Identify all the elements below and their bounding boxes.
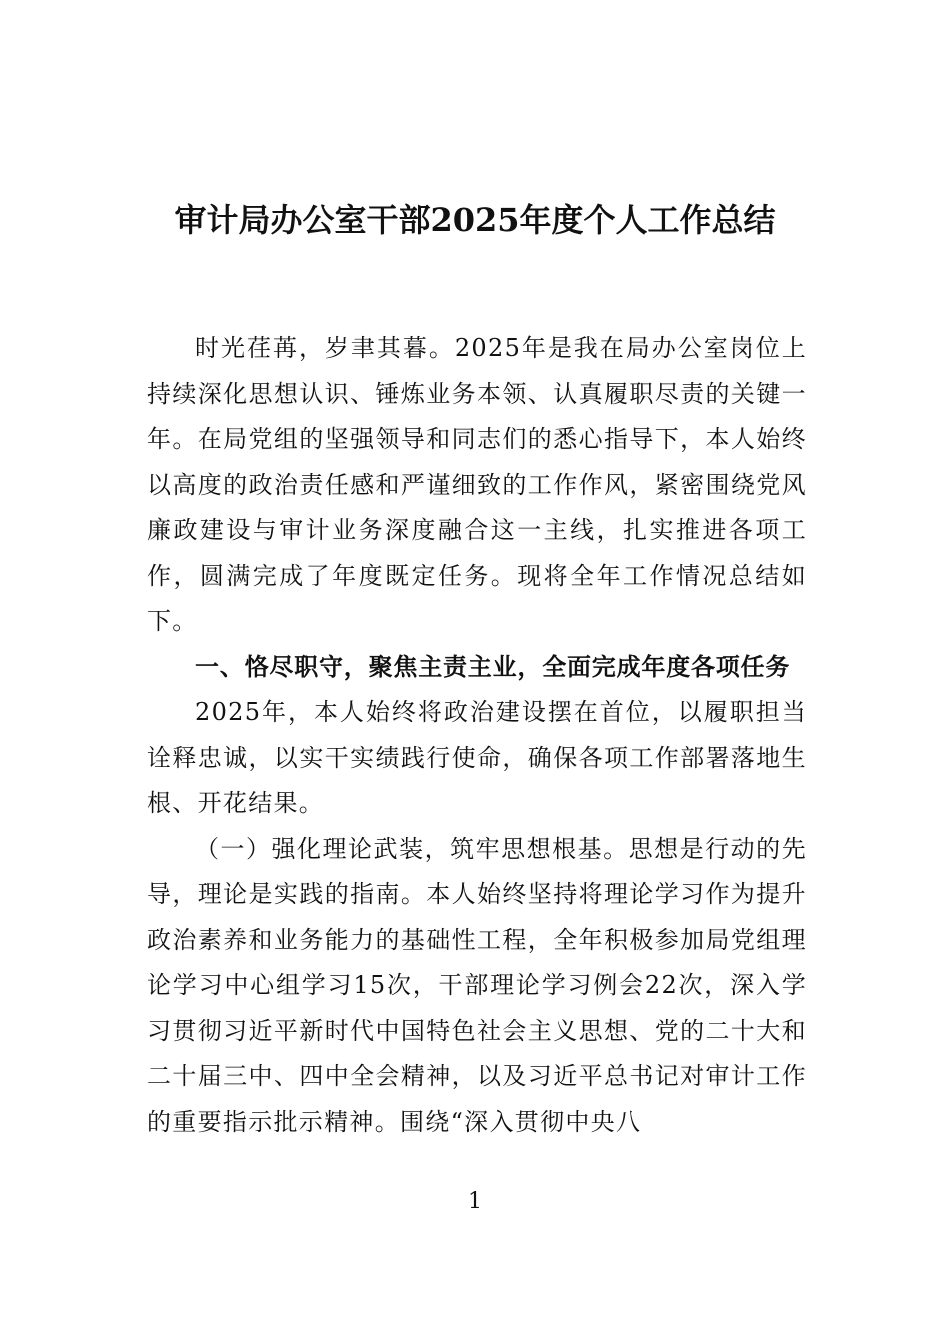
document-title: 审计局办公室干部2025年度个人工作总结 xyxy=(174,201,776,239)
section-heading: 一、恪尽职守，聚焦主责主业，全面完成年度各项任务 xyxy=(195,652,791,681)
intro-paragraph: 时光荏苒，岁聿其暮。2025年是我在局办公室岗位上持续深化思想认识、锤炼业务本领、认真履职尽责的关键一年。在局党组的坚强领导和同志们的悉心指导下，本人始终以高度的政治责任感和严谨细致的工作作风，紧密围绕党风廉政建设与审计业务深度融合这一主线，扎实推进各项工作，圆满完成了年度既定任务。现将全年工作情况总结如下。 xyxy=(147,334,807,635)
document-body xyxy=(147,326,807,1145)
subsection-paragraph: （一）强化理论武装，筑牢思想根基。思想是行动的先导，理论是实践的指南。本人始终坚持将理论学习作为提升政治素养和业务能力的基础性工程，全年积极参加局党组理论学习中心组学习15次，干部理论学习例会22次，深入学习贯彻习近平新时代中国特色社会主义思想、党的二十大和二十届三中、四中全会精神，以及习近平总书记对审计工作的重要指示批示精神。围绕“深入贯彻中央八 xyxy=(147,834,807,1136)
section-intro-paragraph: 2025年，本人始终将政治建设摆在首位，以履职担当诠释忠诚，以实干实绩践行使命，确保各项工作部署落地生根、开花结果。 xyxy=(147,698,807,817)
page-number: 1 xyxy=(468,1189,482,1214)
